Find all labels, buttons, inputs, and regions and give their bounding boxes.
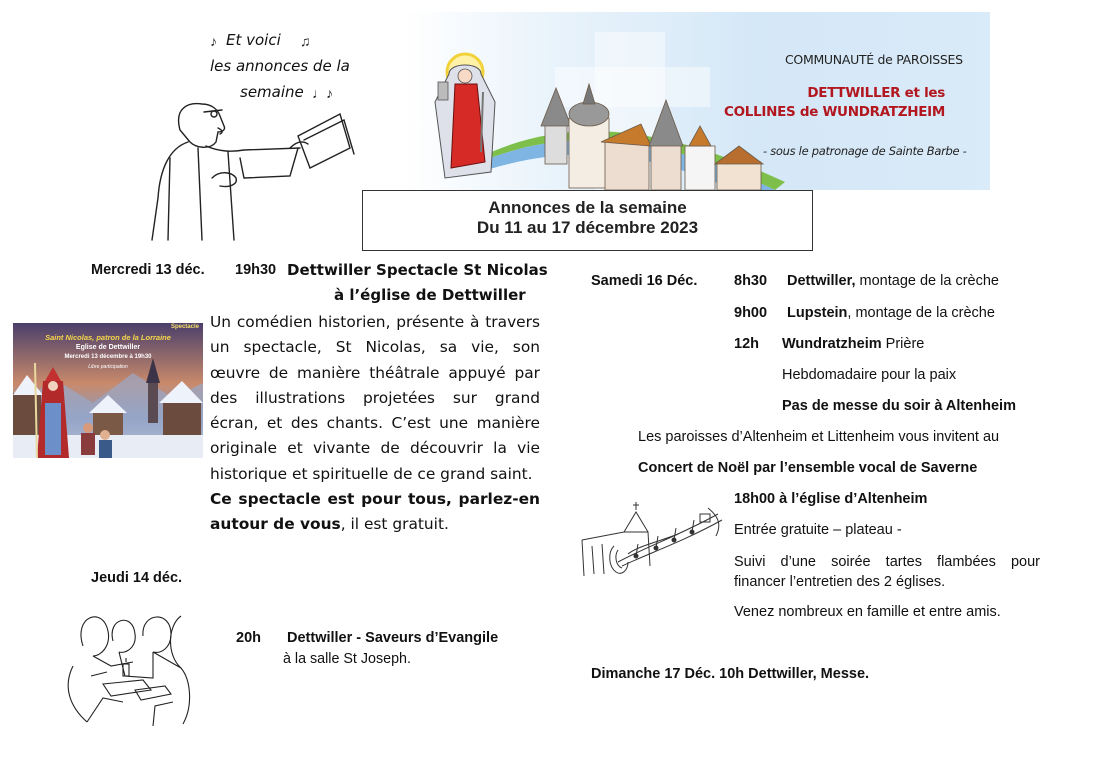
thursday-event-title: Dettwiller - Saveurs d’Evangile <box>287 630 499 646</box>
page-title-box <box>362 190 813 251</box>
priest-caption-line-1: Et voici <box>226 31 281 49</box>
priest-caption-line-2: les annonces de la <box>210 57 350 75</box>
priest-drawing-icon <box>140 18 390 243</box>
saturday-event-3 <box>782 336 924 352</box>
saturday-invitation: Les paroisses d’Altenheim et Littenheim vous invitent au <box>638 429 1000 445</box>
poster-corner-label: Spectacle <box>170 324 199 330</box>
saturday-followup: Suivi d’une soirée tartes flambées pour financer l’entretien des 2 églises. <box>734 554 1040 590</box>
saturday-event-1-place: Dettwiller, <box>787 273 856 289</box>
poster-title: Saint Nicolas, patron de la Lorraine <box>45 333 171 342</box>
sunday-announcement: Dimanche 17 Déc. 10h Dettwiller, Messe. <box>591 666 870 682</box>
priest-caption-line-3: semaine <box>240 83 304 101</box>
saturday-event-3-time: 12h <box>734 336 759 352</box>
banner-patronage: - sous le patronage de Sainte Barbe - <box>763 144 967 158</box>
prayer-group-drawing-icon <box>63 606 198 726</box>
parish-banner <box>405 12 990 190</box>
saturday-event-2-time: 9h00 <box>734 305 768 321</box>
thursday-day: Jeudi 14 déc. <box>91 570 183 586</box>
saturday-no-mass: Pas de messe du soir à Altenheim <box>782 398 1016 414</box>
saint-nicolas-poster <box>13 323 203 458</box>
saturday-event-2-desc: , montage de la crèche <box>847 305 995 321</box>
church-music-illustration <box>578 496 726 580</box>
saturday-day: Samedi 16 Déc. <box>591 273 698 289</box>
banner-parish-name-line-2: COLLINES de WUNDRATZHEIM <box>723 104 945 120</box>
priest-singing-illustration <box>140 18 390 243</box>
saturday-event-3-desc: Prière <box>881 336 925 352</box>
svg-text:♪: ♪ <box>210 33 217 49</box>
wednesday-event-title: Dettwiller Spectacle St Nicolas <box>287 261 548 279</box>
svg-text:♫: ♫ <box>300 33 311 49</box>
page-subtitle: Du 11 au 17 décembre 2023 <box>476 218 699 237</box>
banner-parish-name-line-1: DETTWILLER et les <box>807 85 945 101</box>
thursday-time: 20h <box>236 630 261 646</box>
saturday-entry: Entrée gratuite – plateau - <box>734 522 902 538</box>
wednesday-callout <box>210 487 540 538</box>
poster-date: Mercredi 13 décembre à 19h30 <box>64 354 152 360</box>
saturday-concert-time: 18h00 à l’église d’Altenheim <box>734 491 928 507</box>
banner-community-label: COMMUNAUTÉ de PAROISSES <box>785 52 963 67</box>
saturday-event-2-place: Lupstein <box>787 305 848 321</box>
church-music-drawing-icon <box>578 496 726 580</box>
saturday-welcome: Venez nombreux en famille et entre amis. <box>734 604 1001 620</box>
poster-church: Eglise de Dettwiller <box>75 344 141 351</box>
saturday-event-1-time: 8h30 <box>734 273 768 289</box>
wednesday-description <box>210 310 540 538</box>
wednesday-callout-bold: Ce spectacle est pour tous, parlez-en autour de vous <box>210 490 540 534</box>
saturday-event-1 <box>787 273 999 289</box>
page-title: Annonces de la semaine <box>488 198 687 217</box>
wednesday-time: 19h30 <box>235 262 277 278</box>
prayer-group-illustration <box>63 606 198 726</box>
wednesday-event-location: à l’église de Dettwiller <box>334 286 526 304</box>
svg-text:♩♪: ♩♪ <box>312 85 333 101</box>
saturday-event-1-desc: montage de la crèche <box>855 273 999 289</box>
wednesday-day: Mercredi 13 déc. <box>91 262 205 278</box>
saturday-concert-title: Concert de Noël par l’ensemble vocal de Saverne <box>638 460 978 476</box>
wednesday-callout-rest: , il est gratuit. <box>340 515 449 534</box>
saturday-event-3-place: Wundratzheim <box>782 336 882 352</box>
saturday-prayer-continuation: Hebdomadaire pour la paix <box>782 367 957 383</box>
thursday-event-location: à la salle St Joseph. <box>283 651 411 667</box>
banner-parish-name <box>724 84 945 122</box>
poster-note: Libre participation <box>88 364 128 370</box>
saturday-event-2 <box>787 305 995 321</box>
wednesday-description-text: Un comédien historien, présente à travers un spectacle, St Nicolas, sa vie, son œuvre de manière théâtrale appuyé par des illustrations projetées sur grand écran, et des chants. C’est une manière originale et vivante de découvrir la vie historique et spirituelle de ce grand saint. <box>210 313 540 483</box>
